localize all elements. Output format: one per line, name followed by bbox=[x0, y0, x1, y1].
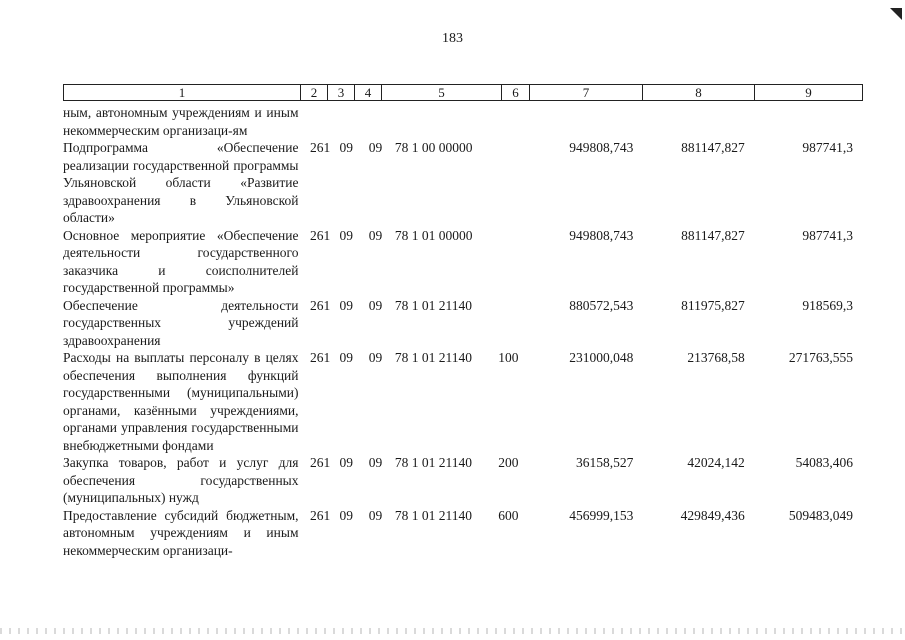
row-col-5: 78 1 01 21140 bbox=[394, 297, 473, 313]
row-description: Закупка товаров, работ и услуг для обеспечения государственных (муниципальных) нужд bbox=[63, 455, 299, 505]
row-col-3: 09 bbox=[339, 350, 353, 365]
row-col-3 bbox=[330, 104, 362, 139]
table-row bbox=[63, 454, 853, 507]
row-col-6: 200 bbox=[498, 455, 519, 470]
row-col-7: 949808,743 bbox=[569, 140, 634, 155]
row-description: Расходы на выплаты персоналу в целях обеспечения выполнения функций государственными (муниципальными) органами, казёнными учреждениями, органами управления государственными внебюджетными фондами bbox=[63, 350, 299, 453]
row-col-5 bbox=[389, 104, 498, 139]
row-col-9 bbox=[745, 104, 853, 139]
header-col-8: 8 bbox=[643, 85, 755, 100]
row-col-7 bbox=[526, 104, 633, 139]
row-description: Предоставление субсидий бюджетным, автономным учреждениям и иным некоммерческим организаци- bbox=[63, 507, 299, 558]
row-description: Обеспечение деятельности государственных учреждений здравоохранения bbox=[63, 297, 299, 348]
row-col-7: 949808,743 bbox=[569, 227, 634, 243]
table-row bbox=[63, 104, 853, 139]
table-row bbox=[63, 349, 853, 454]
row-col-7: 880572,543 bbox=[569, 297, 634, 313]
header-col-5: 5 bbox=[382, 85, 502, 100]
row-col-6 bbox=[498, 297, 526, 350]
row-col-8: 42024,142 bbox=[687, 455, 745, 470]
row-col-8 bbox=[633, 104, 744, 139]
row-col-6 bbox=[498, 104, 526, 139]
row-col-5: 78 1 01 00000 bbox=[394, 227, 473, 243]
row-col-4 bbox=[362, 104, 389, 139]
row-col-4: 09 bbox=[368, 350, 383, 365]
row-col-8: 811975,827 bbox=[681, 297, 745, 313]
header-col-3: 3 bbox=[328, 85, 355, 100]
row-col-5: 78 1 00 00000 bbox=[394, 140, 473, 155]
row-col-7: 36158,527 bbox=[576, 455, 634, 470]
row-col-4: 09 bbox=[368, 227, 383, 243]
table-row bbox=[63, 139, 853, 227]
row-col-5: 78 1 01 21140 bbox=[394, 350, 473, 365]
table-row bbox=[63, 227, 853, 297]
row-col-3: 09 bbox=[339, 455, 353, 470]
table-header bbox=[63, 84, 863, 101]
header-col-2: 2 bbox=[301, 85, 328, 100]
row-col-4: 09 bbox=[368, 140, 383, 155]
row-col-3: 09 bbox=[339, 140, 353, 155]
corner-fold-mark bbox=[890, 8, 902, 20]
row-col-9: 918569,3 bbox=[802, 297, 854, 313]
row-col-9: 509483,049 bbox=[788, 507, 854, 523]
row-col-9: 987741,3 bbox=[802, 227, 854, 243]
row-col-7: 231000,048 bbox=[569, 350, 634, 365]
table-row bbox=[63, 507, 853, 560]
row-col-4: 09 bbox=[368, 455, 383, 470]
row-col-2: 261 bbox=[310, 140, 331, 155]
row-col-4: 09 bbox=[368, 507, 383, 523]
header-col-1: 1 bbox=[64, 85, 301, 100]
row-col-2: 261 bbox=[310, 350, 331, 365]
row-col-2 bbox=[299, 104, 331, 139]
row-col-6: 600 bbox=[498, 507, 519, 523]
row-col-8: 429849,436 bbox=[680, 507, 745, 523]
scan-noise-strip bbox=[0, 628, 905, 634]
row-col-2: 261 bbox=[310, 507, 331, 523]
row-col-2: 261 bbox=[310, 455, 331, 470]
header-col-6: 6 bbox=[502, 85, 530, 100]
row-col-6: 100 bbox=[498, 350, 519, 365]
row-col-3: 09 bbox=[339, 297, 353, 313]
row-col-8: 213768,58 bbox=[687, 350, 745, 365]
row-description: Основное мероприятие «Обеспечение деятельности государственного заказчика и соисполнителей государственной программы» bbox=[63, 227, 299, 295]
row-col-9: 987741,3 bbox=[802, 140, 854, 155]
row-col-6 bbox=[498, 227, 526, 297]
row-description: ным, автономным учреждениям и иным некоммерческим организаци-ям bbox=[63, 105, 299, 138]
row-col-4: 09 bbox=[368, 297, 383, 313]
table-body bbox=[63, 104, 853, 559]
row-col-9: 54083,406 bbox=[795, 455, 854, 470]
row-col-3: 09 bbox=[339, 507, 353, 523]
table-row bbox=[63, 297, 853, 350]
row-col-3: 09 bbox=[339, 227, 353, 243]
row-col-2: 261 bbox=[310, 297, 331, 313]
header-col-7: 7 bbox=[530, 85, 643, 100]
row-col-5: 78 1 01 21140 bbox=[394, 455, 473, 470]
header-col-9: 9 bbox=[805, 85, 812, 100]
row-col-8: 881147,827 bbox=[681, 140, 745, 155]
row-description: Подпрограмма «Обеспечение реализации государственной программы Ульяновской области «Развитие здравоохранения в Ульяновской области» bbox=[63, 140, 299, 225]
page-number: 183 bbox=[442, 31, 463, 46]
row-col-6 bbox=[498, 139, 526, 227]
row-col-8: 881147,827 bbox=[681, 227, 745, 243]
row-col-5: 78 1 01 21140 bbox=[394, 507, 473, 523]
row-col-7: 456999,153 bbox=[569, 507, 634, 523]
row-col-9: 271763,555 bbox=[788, 350, 854, 365]
row-col-2: 261 bbox=[310, 227, 331, 243]
header-col-4: 4 bbox=[355, 85, 382, 100]
